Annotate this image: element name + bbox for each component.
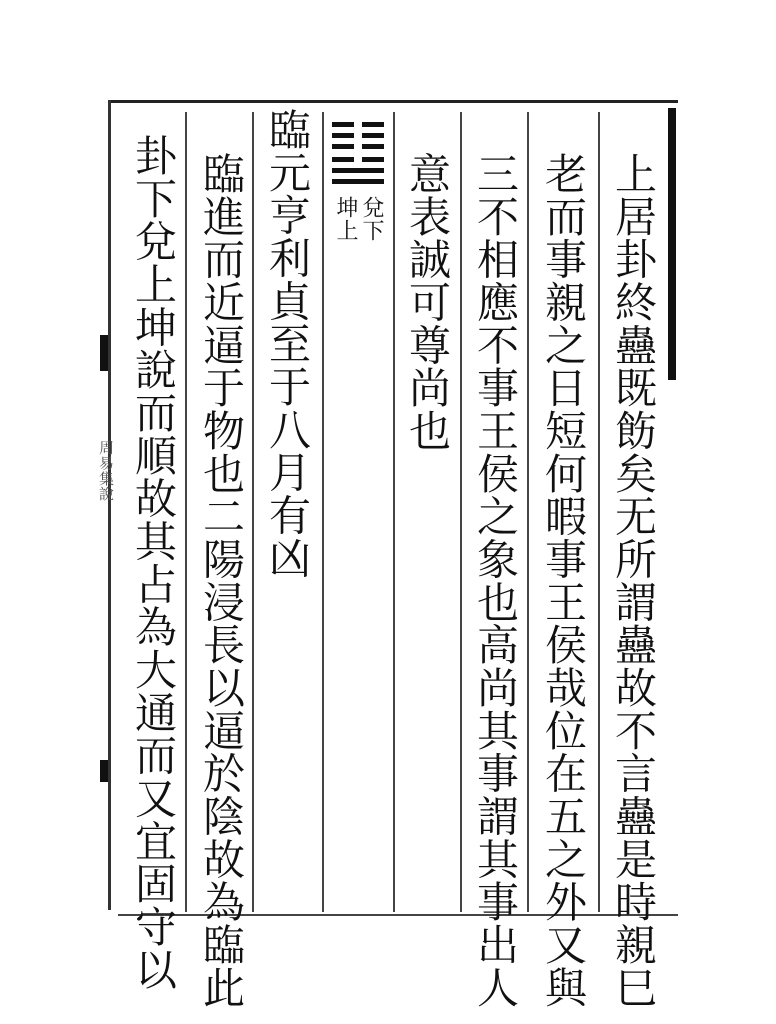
hexagram-line xyxy=(362,122,384,127)
hexagram-line xyxy=(332,168,384,173)
text-column-6: 臨進而近逼于物也二陽浸長以逼於陰故為臨此 xyxy=(197,152,246,1009)
column-rule xyxy=(393,112,395,912)
text-column-7: 卦下兌上坤說而順故其占為大通而又宜固守以 xyxy=(129,134,178,991)
frame-left-border xyxy=(108,100,111,910)
frame-right-border xyxy=(668,108,676,380)
upper-trigram-label: 坤上 xyxy=(333,196,358,243)
column-rule xyxy=(252,112,254,912)
column-rule xyxy=(322,112,324,912)
text-column-4: 意表誠可尊尚也 xyxy=(403,152,452,452)
hexagram-line xyxy=(362,157,384,162)
column-rule xyxy=(185,112,187,912)
margin-mark xyxy=(100,335,108,371)
hexagram-line xyxy=(332,157,354,162)
frame-top-border xyxy=(108,100,678,103)
hexagram-line xyxy=(332,133,354,138)
hexagram-line xyxy=(332,144,354,149)
hexagram-line xyxy=(362,144,384,149)
column-rule xyxy=(598,112,600,912)
text-column-5: 臨元亨利貞至于八月有凶 xyxy=(263,108,312,580)
margin-title: 周易集說 xyxy=(97,440,115,502)
hexagram-line xyxy=(332,122,354,127)
column-rule xyxy=(527,112,529,912)
column-rule xyxy=(460,112,462,912)
text-column-3: 三不相應不事王侯之象也高尚其事謂其事出人 xyxy=(471,152,520,1009)
hexagram-line xyxy=(332,179,384,184)
lower-trigram-label: 兌下 xyxy=(359,196,384,243)
margin-mark xyxy=(100,760,108,782)
hexagram-line xyxy=(362,133,384,138)
hexagram-lin xyxy=(332,122,384,192)
text-column-2: 老而事親之日短何暇事王侯哉位在五之外又與 xyxy=(539,152,588,1009)
text-column-1: 上居卦終蠱既飭矣无所謂蠱故不言蠱是時親巳 xyxy=(609,152,658,1009)
